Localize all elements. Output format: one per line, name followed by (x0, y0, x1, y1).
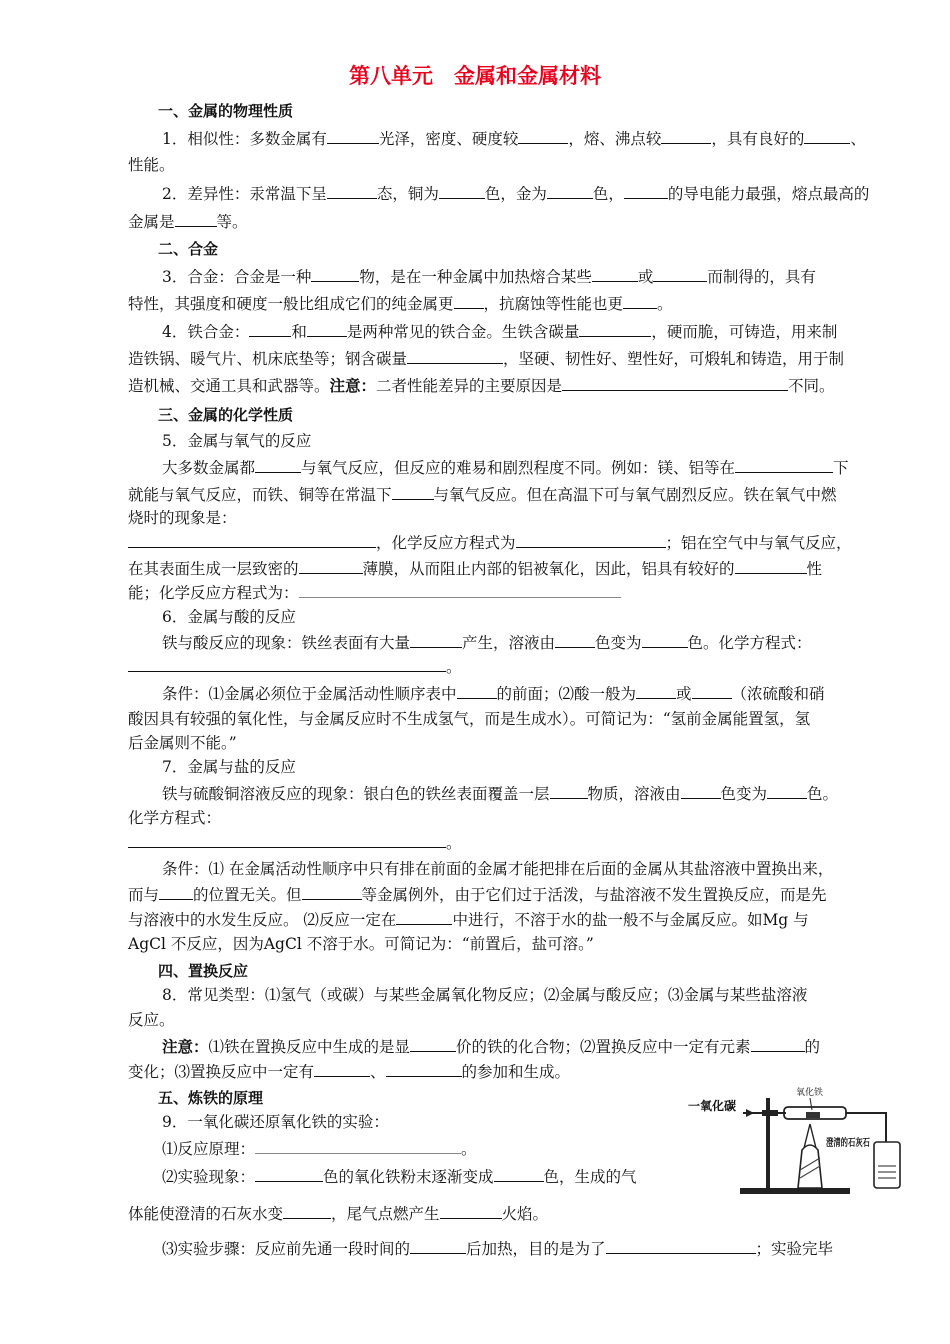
line-p7a: 铁与硫酸铜溶液反应的现象：银白色的铁丝表面覆盖一层 物质，溶液由 色变为 色。 (162, 785, 839, 803)
line-p9a: ⑴反应原理： 。 (162, 1140, 477, 1158)
blank[interactable] (516, 532, 666, 548)
blank[interactable] (518, 128, 568, 144)
blank[interactable] (410, 1238, 466, 1254)
line-p6h: 6．金属与酸的反应 (162, 608, 296, 626)
blank[interactable] (661, 128, 711, 144)
line-p1b: 性能。 (128, 156, 175, 174)
section-heading-physical: 一、金属的物理性质 (158, 102, 294, 120)
line-p5d: ，化学反应方程式为 ；铝在空气中与氧气反应， (128, 532, 852, 553)
blank[interactable] (314, 1061, 370, 1077)
line-p7f: 与溶液中的水发生反应。 ⑵反应一定在 中进行，不溶于水的盐一般不与金属反应。如Mg 与 (128, 911, 809, 929)
blank[interactable] (735, 558, 807, 574)
blank[interactable] (299, 582, 621, 598)
blank[interactable] (159, 884, 193, 900)
line-p9d: ⑶实验步骤：反应前先通一段时间的 后加热，目的是为了 ；实验完毕 (162, 1240, 834, 1258)
line-p5e: 在其表面生成一层致密的 薄膜，从而阻止内部的铝被氧化，因此，铝具有较好的 性 (128, 560, 823, 578)
blank[interactable] (302, 884, 362, 900)
blank[interactable] (623, 293, 657, 309)
line-p9c: 体能使澄清的石灰水变 ，尾气点燃产生 火焰。 (128, 1205, 549, 1223)
blank[interactable] (175, 211, 217, 227)
blank[interactable] (255, 457, 301, 473)
line-p8d: 变化；⑶置换反应中一定有 、 的参加和生成。 (128, 1063, 571, 1081)
line-p5f: 能；化学反应方程式为： (128, 582, 621, 603)
arrow-icon (746, 1109, 754, 1117)
line-p3b: 特性，其强度和硬度一般比组成它们的纯金属更 ，抗腐蚀等性能也更 。 (128, 295, 673, 313)
blank[interactable] (255, 1138, 461, 1154)
limewater-bottle (874, 1142, 900, 1188)
blank[interactable] (562, 375, 788, 391)
line-p2a: 2．差异性：汞常温下呈 态，铜为 色，金为 色， 的导电能力最强，熔点最高的 (162, 185, 870, 203)
line-p8b: 反应。 (128, 1011, 175, 1029)
blank[interactable] (128, 832, 446, 848)
line-p9b: ⑵实验现象： 色的氧化铁粉末逐渐变成 色，生成的气 (162, 1168, 637, 1186)
line-p5c: 烧时的现象是： (128, 509, 237, 527)
line-p6e: 后金属则不能。” (128, 734, 237, 752)
blank[interactable] (386, 1061, 462, 1077)
blank[interactable] (457, 683, 497, 699)
blank[interactable] (692, 683, 732, 699)
line-p7g: AgCl 不反应，因为AgCl 不溶于水。可简记为：“前置后，盐可溶。” (128, 935, 594, 953)
line-p6b: 。 (128, 656, 462, 677)
blank[interactable] (283, 1203, 331, 1219)
line-p5b: 就能与氧气反应，而铁、铜等在常温下 与氧气反应。但在高温下可与氧气剧烈反应。铁在氧气中燃 (128, 486, 837, 504)
line-p7b: 化学方程式： (128, 809, 222, 827)
blank[interactable] (804, 128, 850, 144)
section-heading-ironmaking: 五、炼铁的原理 (158, 1089, 264, 1107)
section-heading-chemical: 三、金属的化学性质 (158, 406, 294, 424)
blank[interactable] (550, 783, 588, 799)
blank[interactable] (592, 266, 638, 282)
section-heading-alloy: 二、合金 (158, 240, 219, 258)
blank[interactable] (410, 1036, 456, 1052)
limewater-label: 澄清的石灰石 (826, 1138, 886, 1149)
tube-label: 氧化铁 (796, 1088, 824, 1098)
blank[interactable] (579, 321, 651, 337)
line-p8c: 注意：⑴铁在置换反应中生成的是显 价的铁的化合物；⑵置换反应中一定有元素 的 (162, 1038, 821, 1056)
blank[interactable] (767, 783, 807, 799)
blank[interactable] (555, 632, 595, 648)
line-p8a: 8．常见类型：⑴氢气（或碳）与某些金属氧化物反应；⑵金属与酸反应；⑶金属与某些盐溶液 (162, 986, 808, 1004)
blank[interactable] (255, 1166, 323, 1182)
blank[interactable] (392, 484, 434, 500)
blank[interactable] (407, 348, 503, 364)
line-p7h: 7．金属与盐的反应 (162, 758, 296, 776)
page-title: 第八单元 金属和金属材料 (349, 64, 601, 88)
blank[interactable] (439, 183, 485, 199)
line-p4a: 4．铁合金： 和 是两种常见的铁合金。生铁含碳量 ，硬而脆，可铸造，用来制 (162, 323, 838, 341)
section-heading-displacement: 四、置换反应 (158, 962, 249, 980)
iron-oxide-powder (806, 1112, 820, 1118)
blank[interactable] (606, 1238, 756, 1254)
co-reduction-apparatus-diagram (688, 1080, 910, 1200)
line-p3a: 3．合金：合金是一种 物，是在一种金属中加热熔合某些 或 而制得的，具有 (162, 268, 816, 286)
blank[interactable] (396, 909, 452, 925)
blank[interactable] (454, 293, 484, 309)
line-p4b: 造铁锅、暖气片、机床底垫等；钢含碳量 ，坚硬、韧性好、塑性好，可煅轧和铸造，用于制 (128, 350, 845, 368)
line-p7c: 。 (128, 832, 462, 853)
blank[interactable] (636, 683, 676, 699)
line-p6c: 条件：⑴金属必须位于金属活动性顺序表中 的前面；⑵酸一般为 或 （浓硫酸和硝 (162, 685, 825, 703)
blank[interactable] (547, 183, 593, 199)
line-p7e: 而与 的位置无关。但 等金属例外，由于它们过于活泼，与盐溶液不发生置换反应，而是先 (128, 886, 827, 904)
stand-base (740, 1188, 850, 1194)
blank[interactable] (642, 632, 688, 648)
blank[interactable] (494, 1166, 544, 1182)
line-p9h: 9．一氧化碳还原氧化铁的实验： (162, 1113, 389, 1131)
blank[interactable] (410, 632, 462, 648)
blank[interactable] (751, 1036, 805, 1052)
line-p6d: 酸因具有较强的氧化性，与金属反应时不生成氢气，而是生成水）。可简记为：“氢前金属能置氢，氢 (128, 710, 811, 728)
blank[interactable] (299, 558, 363, 574)
line-p7d: 条件：⑴ 在金属活动性顺序中只有排在前面的金属才能把排在后面的金属从其盐溶液中置换出来， (162, 860, 834, 878)
blank[interactable] (307, 321, 347, 337)
line-p5h: 5．金属与氧气的反应 (162, 432, 312, 450)
blank[interactable] (311, 266, 359, 282)
blank[interactable] (653, 266, 707, 282)
blank[interactable] (681, 783, 721, 799)
blank[interactable] (624, 183, 668, 199)
blank[interactable] (327, 128, 379, 144)
line-p6a: 铁与酸反应的现象：铁丝表面有大量 产生，溶液由 色变为 色。化学方程式： (162, 634, 812, 652)
blank[interactable] (249, 321, 291, 337)
line-p2b: 金属是 等。 (128, 213, 248, 231)
line-p5a: 大多数金属都 与氧气反应，但反应的难易和剧烈程度不同。例如：镁、铝等在 下 (162, 459, 849, 477)
blank[interactable] (440, 1203, 502, 1219)
line-p4c: 造机械、交通工具和武器等。注意：二者性能差异的主要原因是 不同。 (128, 377, 835, 395)
blank[interactable] (327, 183, 377, 199)
blank[interactable] (128, 656, 446, 672)
gas-label: 一氧化碳 (688, 1099, 737, 1113)
blank[interactable] (128, 532, 376, 548)
line-p1a: 1．相似性：多数金属有 光泽，密度、硬度较 ，熔、沸点较 ，具有良好的 、 (162, 130, 866, 148)
blank[interactable] (735, 457, 833, 473)
